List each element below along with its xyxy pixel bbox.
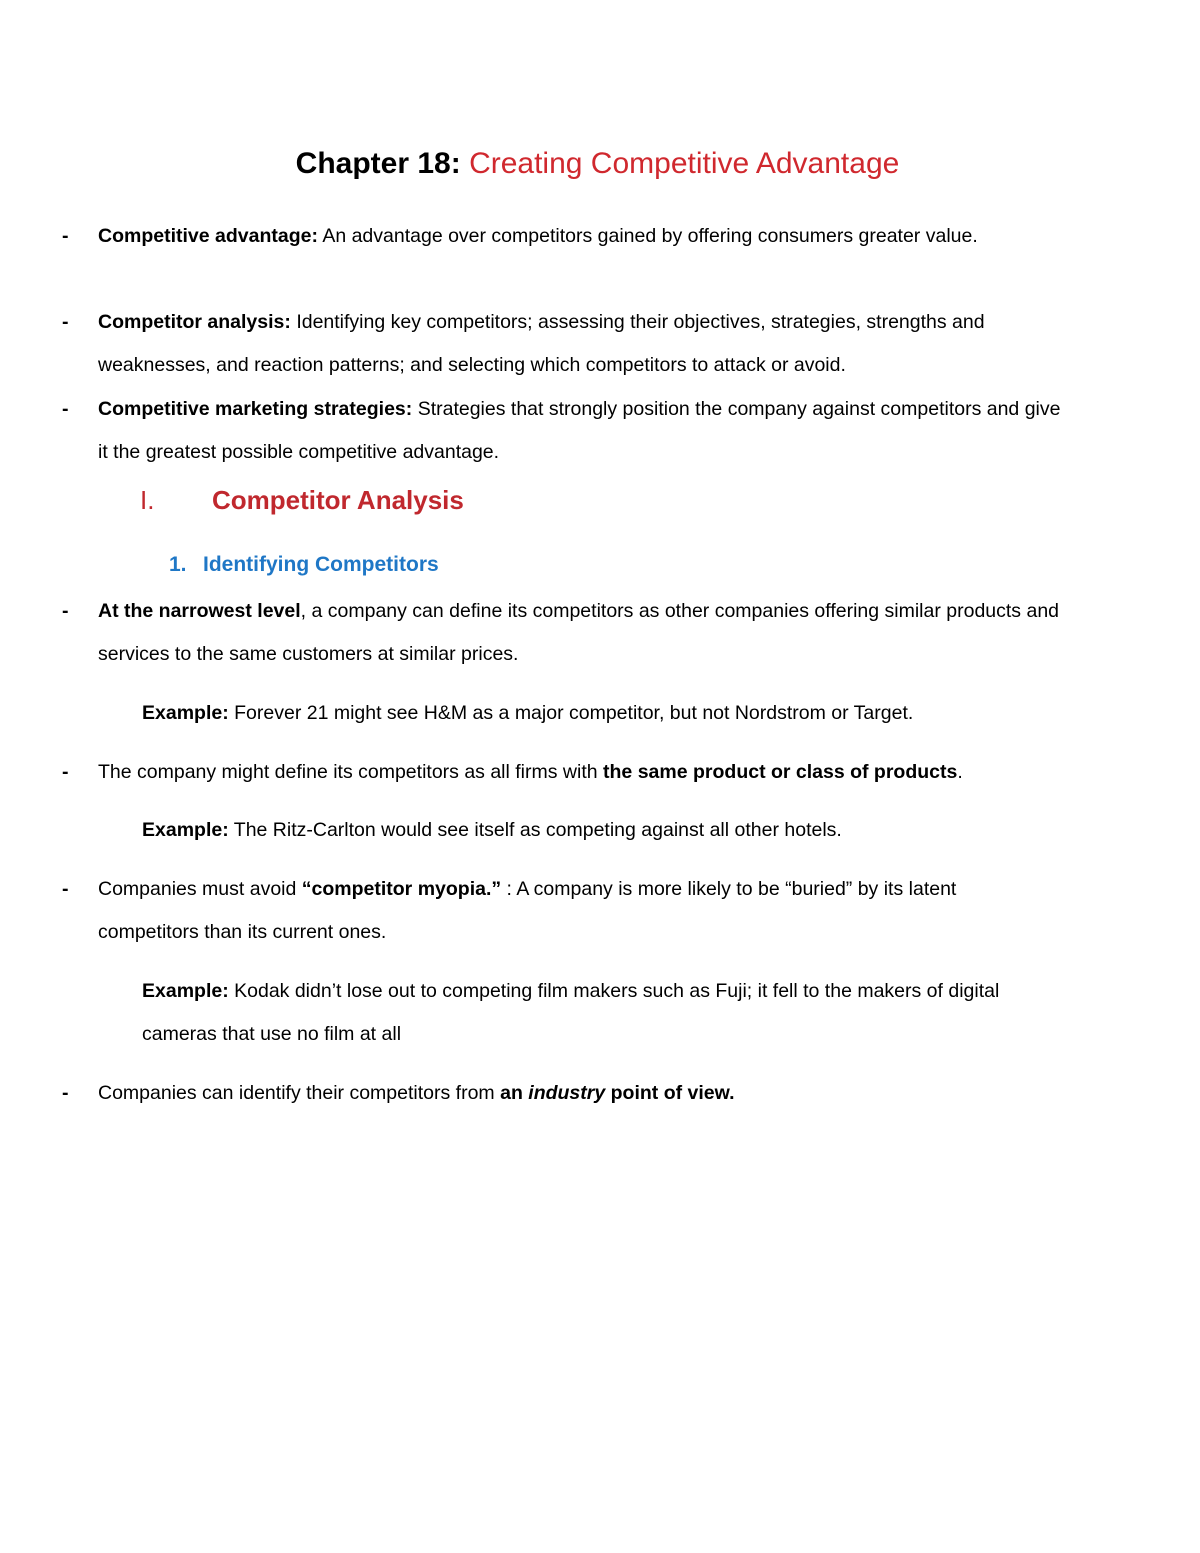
point-bold: At the narrowest level [98,600,301,622]
definition-competitive-marketing-strategies [62,388,1062,474]
definition-competitive-advantage [62,215,1062,258]
point-end: . [957,761,963,783]
bullet-dash: - [62,398,69,420]
point-bold-an: an [500,1082,523,1104]
example-label: Example: [142,980,229,1002]
bullet-dash: - [62,878,69,900]
example-ritz-carlton [142,809,1062,852]
page-title [0,142,1195,186]
point-bold: the same product or class of products [603,761,958,783]
definition-term: Competitive marketing strategies: [98,398,413,420]
title-subject: Creating Competitive Advantage [469,147,900,180]
subsection-heading [169,548,439,582]
point-same-product [62,751,1062,794]
definition-text: Strategies that strongly position the company against competitors and give it the greatest possible competitive advantage. [98,398,1061,463]
example-text: Forever 21 might see H&M as a major competitor, but not Nordstrom or Target. [234,702,914,724]
bullet-dash: - [62,761,69,783]
bullet-dash: - [62,1082,69,1104]
bullet-dash: - [62,600,69,622]
point-bold: “competitor myopia.” [301,878,502,900]
example-text: The Ritz-Carlton would see itself as competing against all other hotels. [233,819,842,841]
point-bold-view: point of view. [605,1082,735,1104]
subsection-title: Identifying Competitors [203,553,439,576]
example-text: Kodak didn’t lose out to competing film makers such as Fuji; it fell to the makers of digital cameras that use no film at all [142,980,1000,1045]
point-industry-view [62,1072,1062,1115]
example-forever21 [142,692,1062,735]
example-label: Example: [142,702,229,724]
point-text: Companies can identify their competitors from [98,1082,501,1104]
point-competitor-myopia [62,868,1062,954]
subsection-number: 1. [169,553,187,576]
section-title: Competitor Analysis [212,485,464,515]
point-rest: : A company is more likely to be “buried” by its latent competitors than its current ones. [98,878,957,943]
definition-term: Competitor analysis: [98,311,291,333]
definition-competitor-analysis [62,301,1062,387]
section-number: I. [140,485,155,515]
title-prefix: Chapter 18: [295,147,461,180]
point-text: , a company can define its competitors as other companies offering similar products and services to the same customers at similar prices. [98,600,1060,665]
point-narrowest-level [62,590,1062,676]
bullet-dash: - [62,311,69,333]
section-heading [140,480,464,520]
example-label: Example: [142,819,229,841]
point-italic-industry: industry [528,1082,606,1104]
point-text: The company might define its competitors as all firms with [98,761,604,783]
definition-text: Identifying key competitors; assessing their objectives, strategies, strengths and weaknesses, and reaction patterns; and selecting which competitors to attack or avoid. [98,311,985,376]
definition-text: An advantage over competitors gained by offering consumers greater value. [322,225,978,247]
bullet-dash: - [62,225,69,247]
point-text: Companies must avoid [98,878,302,900]
definition-term: Competitive advantage: [98,225,318,247]
example-kodak [142,970,1062,1056]
